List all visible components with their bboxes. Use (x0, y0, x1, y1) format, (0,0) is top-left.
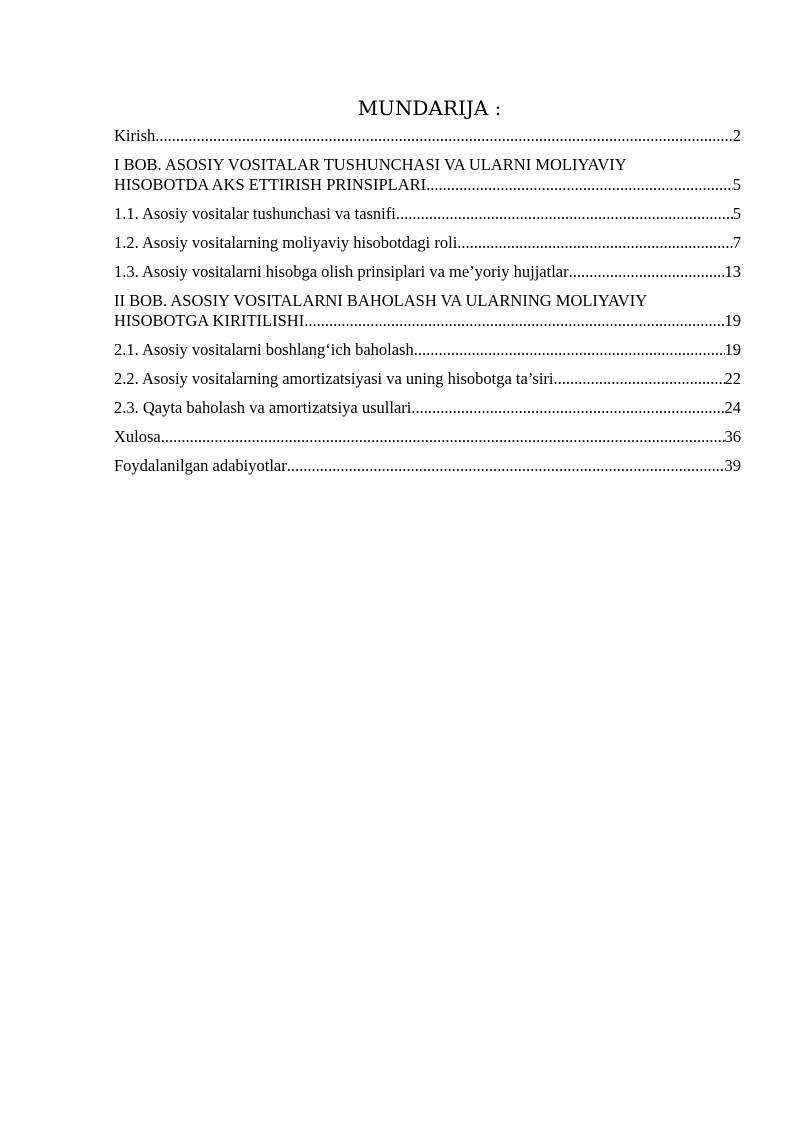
toc-entry-chapter-1[interactable] (114, 155, 741, 195)
toc-entry-text: 1.1. Asosiy vositalar tushunchasi va tasnifi (114, 204, 396, 223)
toc-leader-dots (411, 398, 724, 418)
toc-entry-1-3[interactable] (114, 262, 741, 282)
page-title: MUNDARIJA : (357, 96, 502, 120)
toc-entry-text: 2.2. Asosiy vositalarning amortizatsiyasi va uning hisobotga ta’siri (114, 369, 554, 388)
toc-leader-dots (287, 456, 725, 476)
toc-entry-2-3[interactable] (114, 398, 741, 418)
toc-leader-dots (155, 126, 733, 146)
toc-page-number: 5 (732, 204, 741, 223)
toc-entry-chapter-2[interactable] (114, 291, 741, 331)
toc-entry-text: 2.3. Qayta baholash va amortizatsiya usullari (114, 398, 412, 417)
toc-page-number: 22 (724, 369, 741, 388)
toc-page-number: 7 (732, 233, 741, 252)
toc-page-number: 19 (724, 311, 741, 330)
toc-entry-text-line1: II BOB. ASOSIY VOSITALARNI BAHOLASH VA ULARNING MOLIYAVIY (114, 291, 648, 310)
toc-entry-2-2[interactable] (114, 369, 741, 389)
toc-page-number: 19 (724, 340, 741, 359)
toc-entry-2-1[interactable] (114, 340, 741, 360)
toc-leader-dots (554, 369, 725, 389)
toc-entry-text-line1: I BOB. ASOSIY VOSITALAR TUSHUNCHASI VA ULARNI MOLIYAVIY (114, 155, 627, 174)
toc-page-number: 2 (732, 126, 741, 145)
table-of-contents (114, 94, 741, 485)
toc-entry-text: Foydalanilgan adabiyotlar (114, 456, 287, 475)
toc-list (114, 126, 741, 476)
toc-entry-1-2[interactable] (114, 233, 741, 253)
toc-page-number: 36 (724, 427, 741, 446)
toc-leader-dots (414, 340, 725, 360)
toc-leader-dots (457, 233, 732, 253)
toc-page-number: 39 (724, 456, 741, 475)
toc-page-number: 24 (724, 398, 741, 417)
toc-leader-dots (569, 262, 725, 282)
toc-entry-text: Xulosa (114, 427, 161, 446)
toc-leader-dots (161, 427, 725, 447)
toc-entry-kirish[interactable] (114, 126, 741, 146)
toc-entry-text: Kirish (114, 126, 156, 145)
toc-entry-xulosa[interactable] (114, 427, 741, 447)
toc-entry-1-1[interactable] (114, 204, 741, 224)
toc-entry-text: HISOBOTDA AKS ETTIRISH PRINSIPLARI (114, 175, 427, 194)
toc-entry-adabiyotlar[interactable] (114, 456, 741, 476)
toc-entry-text: 1.3. Asosiy vositalarni hisobga olish prinsiplari va me’yoriy hujjatlar (114, 262, 569, 281)
toc-leader-dots (426, 175, 733, 195)
toc-entry-text: 2.1. Asosiy vositalarni boshlang‘ich baholash (114, 340, 414, 359)
toc-leader-dots (396, 204, 733, 224)
toc-entry-text: 1.2. Asosiy vositalarning moliyaviy hisobotdagi roli (114, 233, 458, 252)
toc-leader-dots (304, 311, 724, 331)
toc-entry-text: HISOBOTGA KIRITILISHI (114, 311, 305, 330)
toc-page-number: 13 (724, 262, 741, 281)
toc-page-number: 5 (732, 175, 741, 194)
